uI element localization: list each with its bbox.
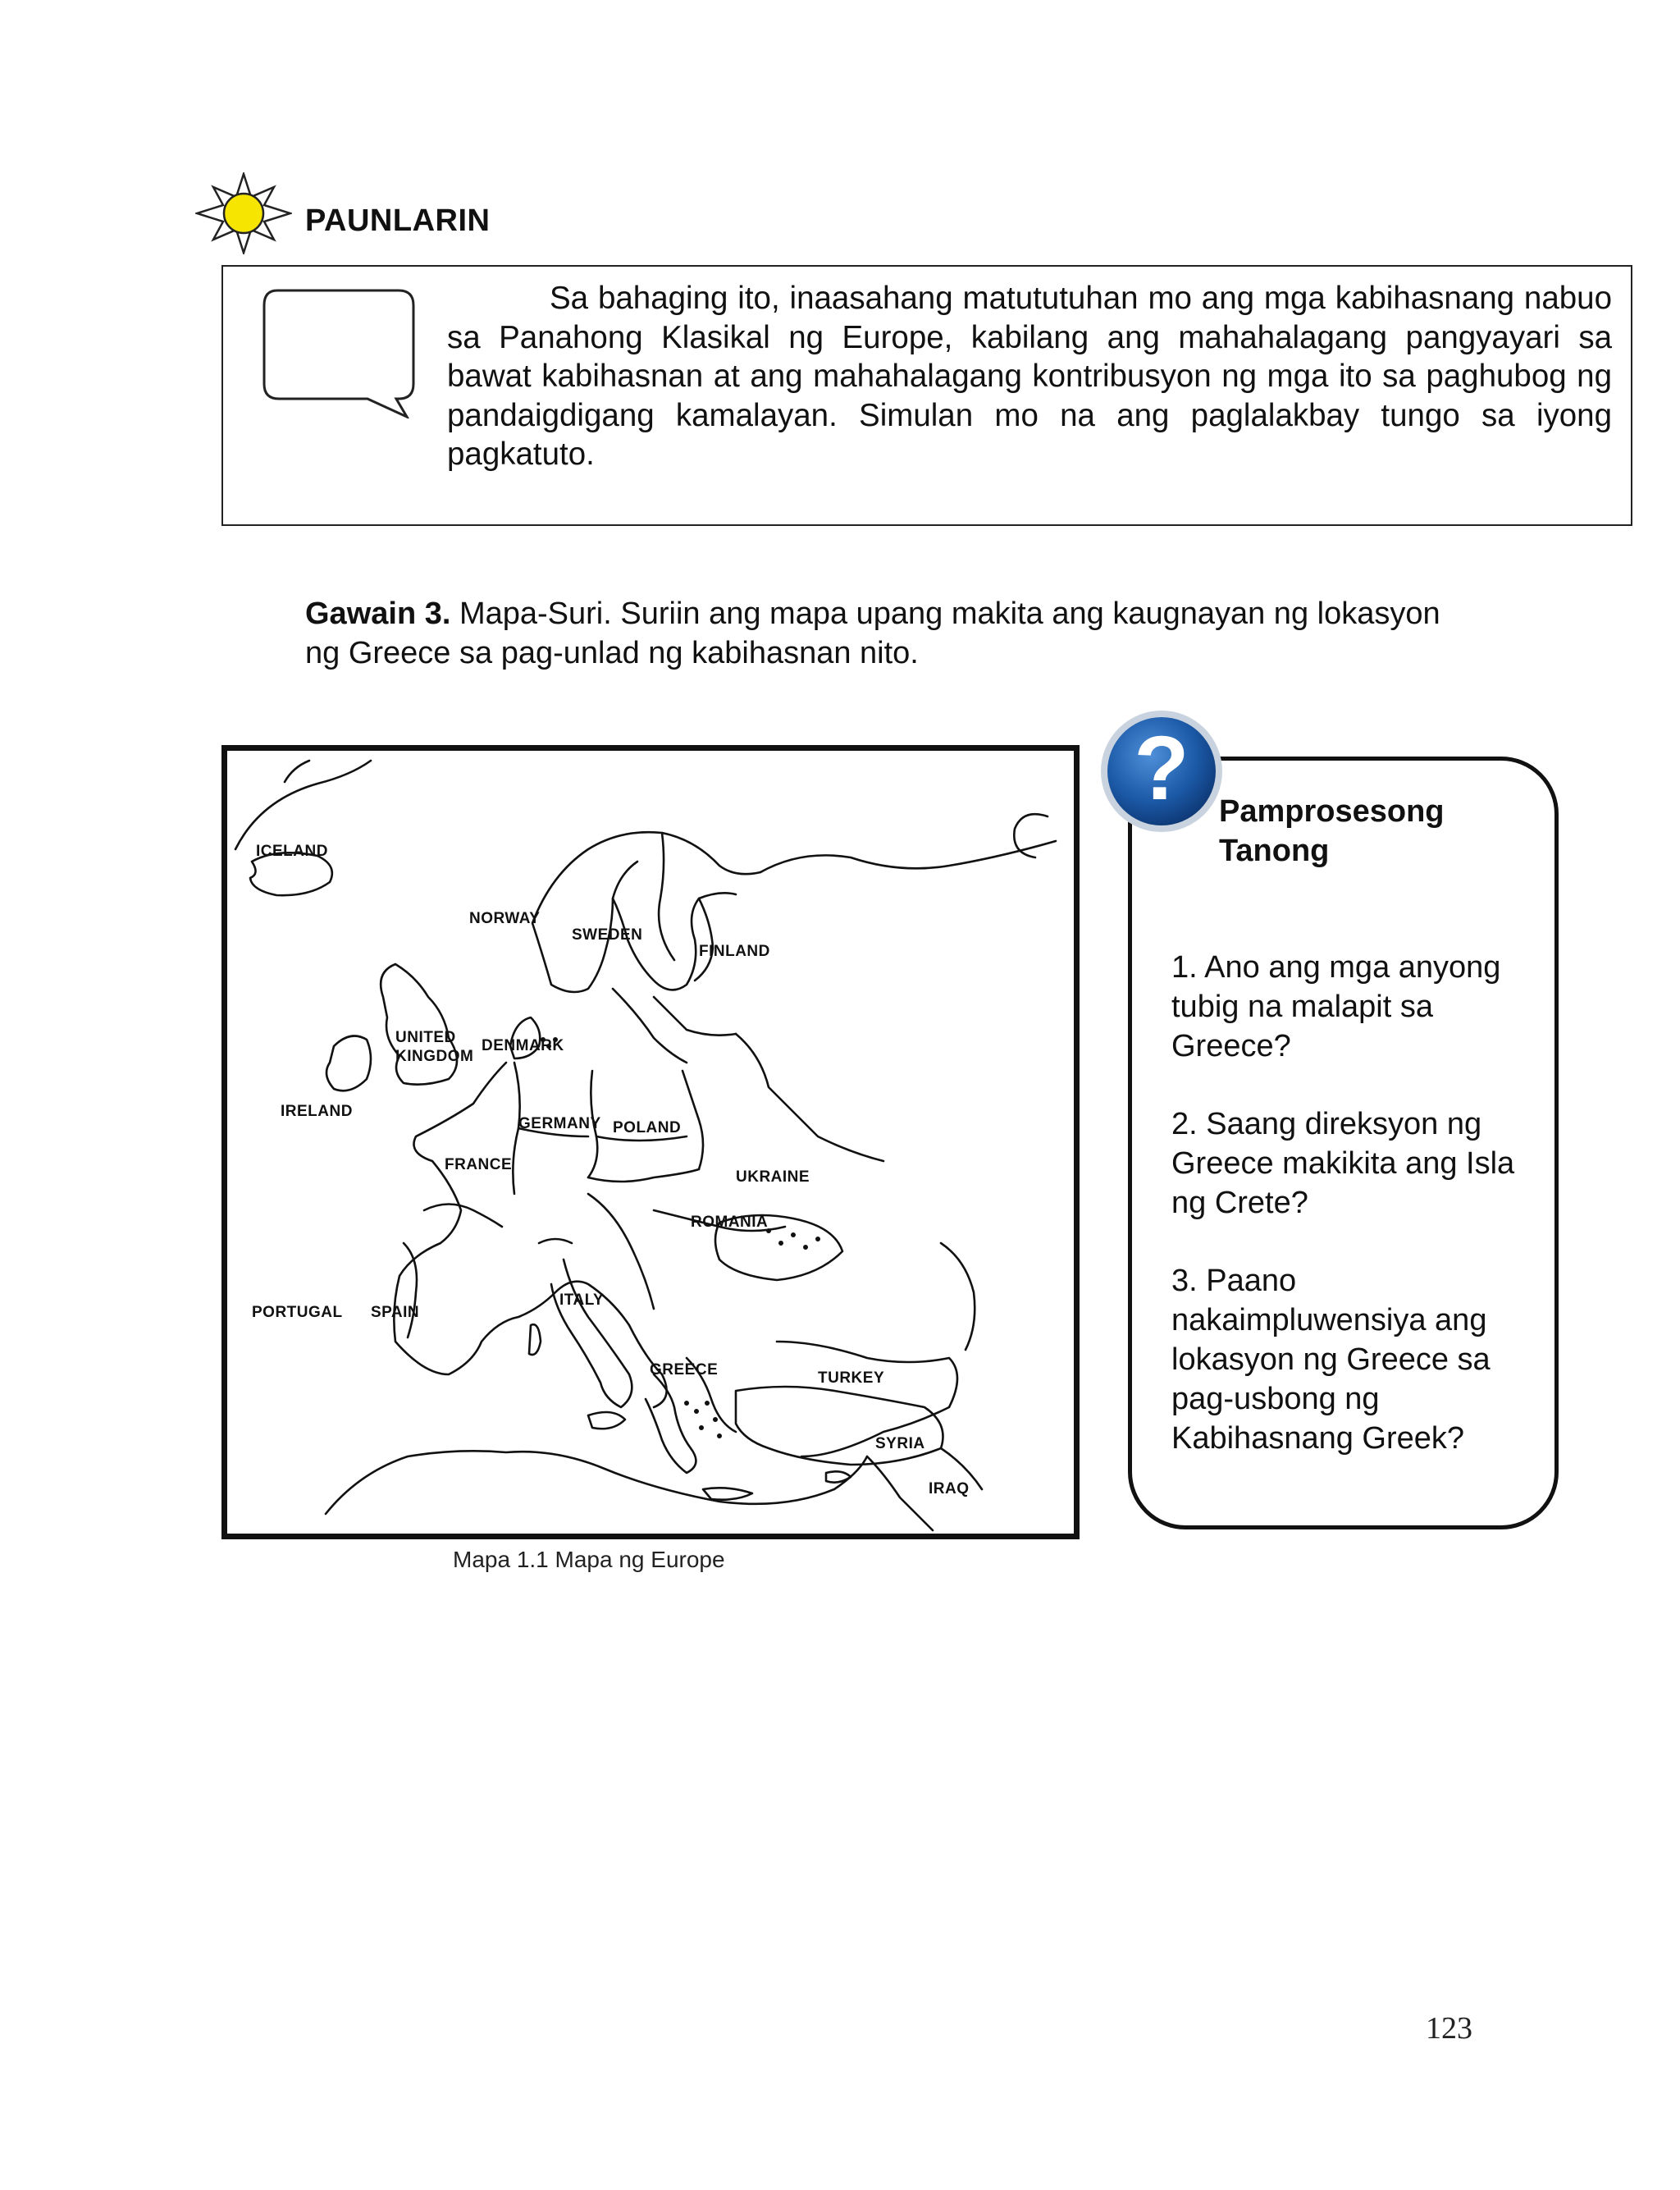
label-united: UNITED bbox=[395, 1029, 456, 1046]
label-ukraine: UKRAINE bbox=[736, 1168, 810, 1186]
label-sweden: SWEDEN bbox=[572, 926, 643, 944]
label-italy: ITALY bbox=[559, 1292, 605, 1309]
intro-paragraph: Sa bahaging ito, inaasahang matututuhan mo ang mga kabihasnang nabuo sa Panahong Klasikal ng Europe, kabilang ang mahahalagang pangyayari sa bawat kabihasnan at ang mahahalagang kontribusyon ng mga ito sa paghubog ng pandaigdigang kamalayan. Simulan mo na ang paglalakbay tungo sa iyong pagkatuto. bbox=[447, 281, 1612, 472]
svg-text:?: ? bbox=[1134, 718, 1189, 819]
label-finland: FINLAND bbox=[699, 943, 770, 960]
africa-coast bbox=[326, 1451, 867, 1514]
question-mark-icon bbox=[1098, 707, 1226, 835]
question-title: Pamprosesong Tanong bbox=[1219, 794, 1445, 868]
sicily bbox=[588, 1412, 625, 1429]
turkey-outline bbox=[736, 1387, 943, 1465]
label-kingdom: KINGDOM bbox=[395, 1048, 474, 1065]
border-balkans bbox=[588, 1194, 785, 1309]
activity-label: Gawain 3. bbox=[305, 597, 451, 631]
border-pyrenees bbox=[424, 1205, 502, 1228]
speech-bubble-icon bbox=[261, 287, 417, 418]
sardinia bbox=[529, 1324, 541, 1355]
caspian-coast bbox=[941, 1243, 975, 1350]
border-italy bbox=[539, 1239, 572, 1243]
ireland-outline bbox=[326, 1036, 371, 1091]
uk-outline bbox=[381, 964, 457, 1085]
russia-coast bbox=[760, 841, 1056, 872]
scandinavia-outline bbox=[532, 832, 760, 992]
section-title: PAUNLARIN bbox=[305, 203, 491, 238]
border-baltics bbox=[613, 989, 736, 1063]
label-turkey: TURKEY bbox=[818, 1369, 885, 1387]
greenland-coastline bbox=[235, 761, 371, 849]
border-poland-ukraine bbox=[682, 1071, 703, 1169]
label-denmark: DENMARK bbox=[482, 1037, 564, 1054]
page-number: 123 bbox=[1426, 2011, 1472, 2046]
label-poland: POLAND bbox=[613, 1119, 682, 1136]
question-item: 3. Paano nakaimpluwensiya ang lokasyon ng Greece sa pag-usbong ng Kabihasnang Greek? bbox=[1171, 1264, 1491, 1456]
sun-icon bbox=[195, 172, 292, 254]
greece-outline bbox=[646, 1374, 696, 1473]
label-france: FRANCE bbox=[445, 1156, 513, 1173]
label-ireland: IRELAND bbox=[281, 1103, 353, 1120]
finland-border bbox=[695, 898, 713, 981]
label-greece: GREECE bbox=[650, 1361, 719, 1378]
kola-coast bbox=[1014, 814, 1048, 857]
label-iraq: IRAQ bbox=[929, 1480, 970, 1497]
label-norway: NORWAY bbox=[469, 910, 541, 927]
label-romania: ROMANIA bbox=[691, 1214, 769, 1231]
activity-text: Mapa-Suri. Suriin ang mapa upang makita ang kaugnayan ng lokasyon ng Greece sa pag-unlad ng kabihasnan nito. bbox=[305, 597, 1440, 670]
europe-map-drawing bbox=[227, 751, 1074, 1534]
europe-map bbox=[221, 745, 1080, 1539]
map-caption: Mapa 1.1 Mapa ng Europe bbox=[453, 1547, 725, 1572]
question-item: 2. Saang direksyon ng Greece makikita ang Isla ng Crete? bbox=[1171, 1107, 1515, 1220]
label-syria: SYRIA bbox=[875, 1435, 925, 1452]
question-item: 1. Ano ang mga anyong tubig na malapit sa Greece? bbox=[1171, 950, 1501, 1063]
italy-peninsula bbox=[551, 1260, 632, 1407]
border-east bbox=[736, 1034, 883, 1161]
label-spain: SPAIN bbox=[371, 1304, 420, 1321]
crete bbox=[703, 1488, 752, 1499]
label-germany: GERMANY bbox=[518, 1115, 601, 1132]
label-iceland: ICELAND bbox=[256, 843, 328, 860]
label-portugal: PORTUGAL bbox=[252, 1304, 343, 1321]
activity-instruction bbox=[305, 594, 1454, 673]
